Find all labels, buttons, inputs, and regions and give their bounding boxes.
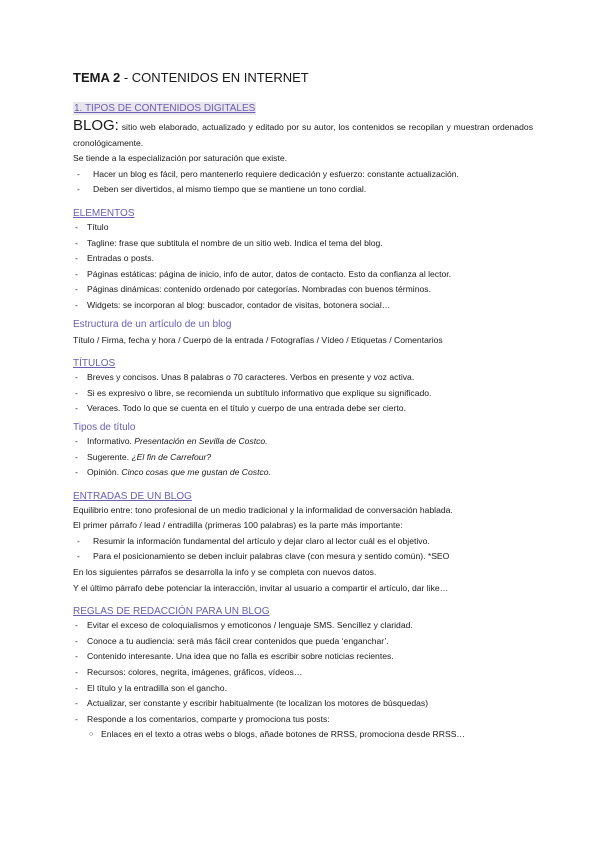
estructura-text: Título / Firma, fecha y hora / Cuerpo de la entrada / Fotografías / Vídeo / Etiquetas / Comentarios [73, 334, 443, 345]
list-item: - El título y la entradilla son el gancho. [73, 681, 533, 697]
list-item: - Tagline: frase que subtitula el nombre de un sitio web. Indica el tema del blog. [73, 236, 533, 252]
blog-definition [73, 118, 533, 151]
section-heading-reglas: REGLAS DE REDACCIÓN PARA UN BLOG [73, 606, 270, 618]
list-item: - Deben ser divertidos, al mismo tiempo que se mantiene un tono cordial. [73, 182, 533, 198]
list-item: ○ Enlaces en el texto a otras webs o blogs, añade botones de RRSS, promociona desde RRSS… [73, 727, 533, 743]
tipo-label: Opinión. [87, 467, 122, 478]
list-item: - Responde a los comentarios, comparte y promociona tus posts: [73, 712, 533, 728]
tipos-heading: Tipos de título [73, 421, 136, 433]
tipo-example: ¿El fin de Carrefour? [131, 451, 212, 462]
list-item: - Páginas estáticas: página de inicio, info de autor, datos de contacto. Esto da confianza al lector. [73, 267, 533, 283]
reglas-sublist [73, 727, 533, 743]
list-item [73, 465, 533, 481]
reglas-list [73, 618, 533, 727]
tipos-list [73, 434, 533, 481]
blog-word: BLOG: [73, 117, 119, 134]
list-item: - Páginas dinámicas: contenido ordenado por categorías. Nombradas con buenos términos. [73, 282, 533, 298]
entradas-p1: Equilibrio entre: tono profesional de un medio tradicional y la informalidad de conversación hablada. [73, 504, 453, 515]
section-heading-entradas: ENTRADAS DE UN BLOG [73, 490, 192, 502]
title-rest: - CONTENIDOS EN INTERNET [120, 70, 309, 85]
list-item: - Breves y concisos. Unas 8 palabras o 70 caracteres. Verbos en presente y voz activa. [73, 370, 533, 386]
title-bold: TEMA 2 [73, 70, 121, 85]
blog-bullets [73, 167, 533, 198]
section-heading-titulos: TÍTULOS [73, 358, 116, 370]
list-item: - Entradas o posts. [73, 251, 533, 267]
tipo-label: Informativo. [87, 435, 135, 446]
section-heading-tipos: 1. TIPOS DE CONTENIDOS DIGITALES [74, 103, 256, 114]
estructura-heading: Estructura de un artículo de un blog [73, 318, 232, 330]
list-item [73, 450, 533, 466]
entradas-p4: Y el último párrafo debe potenciar la interacción, invitar al usuario a compartir el artículo, dar like… [73, 582, 449, 593]
section-heading-elementos: ELEMENTOS [73, 207, 135, 219]
entradas-p3: En los siguientes párrafos se desarrolla la info y se completa con nuevos datos. [73, 567, 377, 578]
list-item: - Hacer un blog es fácil, pero mantenerlo requiere dedicación y esfuerzo: constante actualización. [73, 167, 533, 183]
tipo-example: Cinco cosas que me gustan de Costco. [121, 467, 271, 478]
list-item: - Evitar el exceso de coloquialismos y emoticonos / lenguaje SMS. Sencillez y claridad. [73, 618, 533, 634]
list-item: - Título [73, 220, 533, 236]
list-item: - Contenido interesante. Una idea que no falla es escribir sobre noticias recientes. [73, 649, 533, 665]
list-item: - Para el posicionamiento se deben incluir palabras clave (con mesura y sentido común). *SEO [73, 549, 533, 565]
list-item: - Recursos: colores, negrita, imágenes, gráficos, vídeos… [73, 665, 533, 681]
titulos-list [73, 370, 533, 417]
list-item: - Actualizar, ser constante y escribir habitualmente (te localizan los motores de búsquedas) [73, 696, 533, 712]
tendency-text: Se tiende a la especialización por saturación que existe. [73, 153, 288, 164]
tipo-label: Sugerente. [87, 451, 132, 462]
list-item: - Si es expresivo o libre, se recomienda un subtítulo informativo que explique su significado. [73, 386, 533, 402]
tipo-example: Presentación en Sevilla de Costco. [134, 435, 268, 446]
page-title [73, 70, 533, 86]
list-item: - Veraces. Todo lo que se cuenta en el título y cuerpo de una entrada debe ser cierto. [73, 401, 533, 417]
entradas-p2: El primer párrafo / lead / entradilla (primeras 100 palabras) es la parte más importante: [73, 520, 403, 531]
elementos-list [73, 220, 533, 314]
document-page [73, 70, 533, 743]
entradas-bullets [73, 534, 533, 565]
blog-def-text: sitio web elaborado, actualizado y editado por su autor, los contenidos se recopilan y muestran ordenados cronológicamente. [73, 122, 533, 148]
list-item: - Resumir la información fundamental del artículo y dejar claro al lector cuál es el objetivo. [73, 534, 533, 550]
list-item: - Conoce a tu audiencia: será más fácil crear contenidos que pueda ‘enganchar’. [73, 634, 533, 650]
list-item: - Widgets: se incorporan al blog: buscador, contador de visitas, botonera social… [73, 298, 533, 314]
list-item [73, 434, 533, 450]
